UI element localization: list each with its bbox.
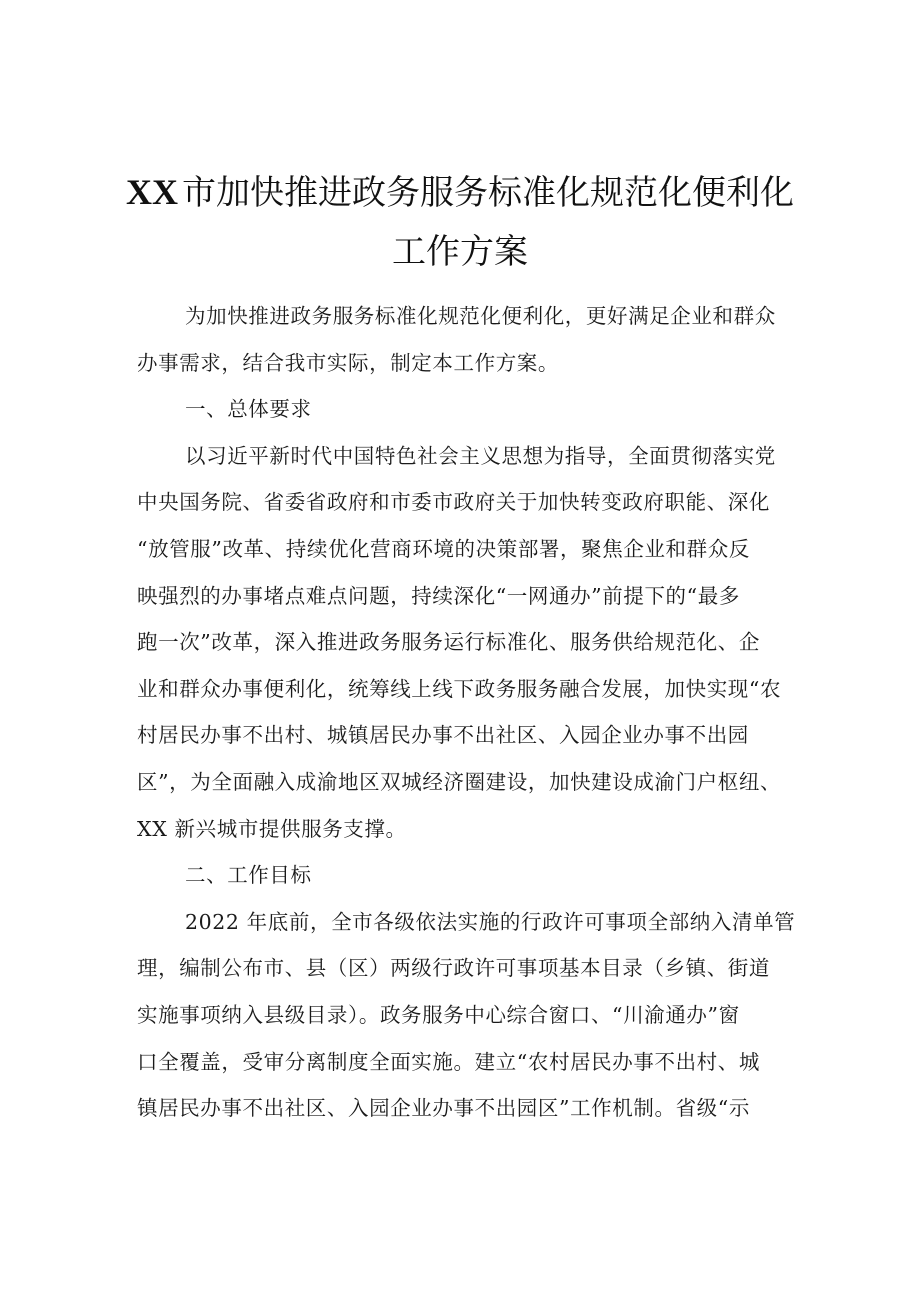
paragraph-line: XX 新兴城市提供服务支撑。	[137, 816, 407, 841]
paragraph-line: 业和群众办事便利化，统筹线上线下政务服务融合发展，加快实现“农	[137, 676, 782, 701]
intro-line: 办事需求，结合我市实际，制定本工作方案。	[137, 350, 559, 375]
paragraph-line: 映强烈的办事堵点难点问题，持续深化“一网通办”前提下的“最多	[137, 583, 740, 608]
paragraph-line: 跑一次”改革，深入推进政务服务运行标准化、服务供给规范化、企	[137, 630, 760, 655]
paragraph-line: 理，编制公布市、县（区）两级行政许可事项基本目录（乡镇、街道	[137, 956, 770, 981]
section-heading-work-goals: 二、工作目标	[185, 863, 312, 888]
paragraph-line: 中央国务院、省委省政府和市委市政府关于加快转变政府职能、深化	[137, 490, 770, 515]
section-heading-general-requirements: 一、总体要求	[185, 397, 312, 422]
title-prefix: XX	[126, 172, 178, 212]
document-title-line-2: 工作方案	[392, 232, 528, 272]
paragraph-line: 以习近平新时代中国特色社会主义思想为指导，全面贯彻落实党	[185, 443, 776, 468]
paragraph-line: 2022 年底前，全市各级依法实施的行政许可事项全部纳入清单管	[185, 909, 796, 934]
paragraph-line: 村居民办事不出村、城镇居民办事不出社区、入园企业办事不出园	[137, 723, 749, 748]
paragraph-line: “放管服”改革、持续优化营商环境的决策部署，聚焦企业和群众反	[137, 537, 750, 561]
intro-line: 为加快推进政务服务标准化规范化便利化，更好满足企业和群众	[185, 304, 776, 328]
paragraph-line: 实施事项纳入县级目录）。政务服务中心综合窗口、“川渝通办”窗	[137, 1003, 740, 1027]
paragraph-line: 区”，为全面融入成渝地区双城经济圈建设，加快建设成渝门户枢纽、	[137, 770, 782, 794]
paragraph-line: 镇居民办事不出社区、入园企业办事不出园区”工作机制。省级“示	[137, 1096, 750, 1121]
title-text: 市加快推进政务服务标准化规范化便利化	[182, 173, 794, 213]
paragraph-line: 口全覆盖，受审分离制度全面实施。建立“农村居民办事不出村、城	[137, 1049, 760, 1074]
document-title-line-1	[100, 172, 820, 213]
